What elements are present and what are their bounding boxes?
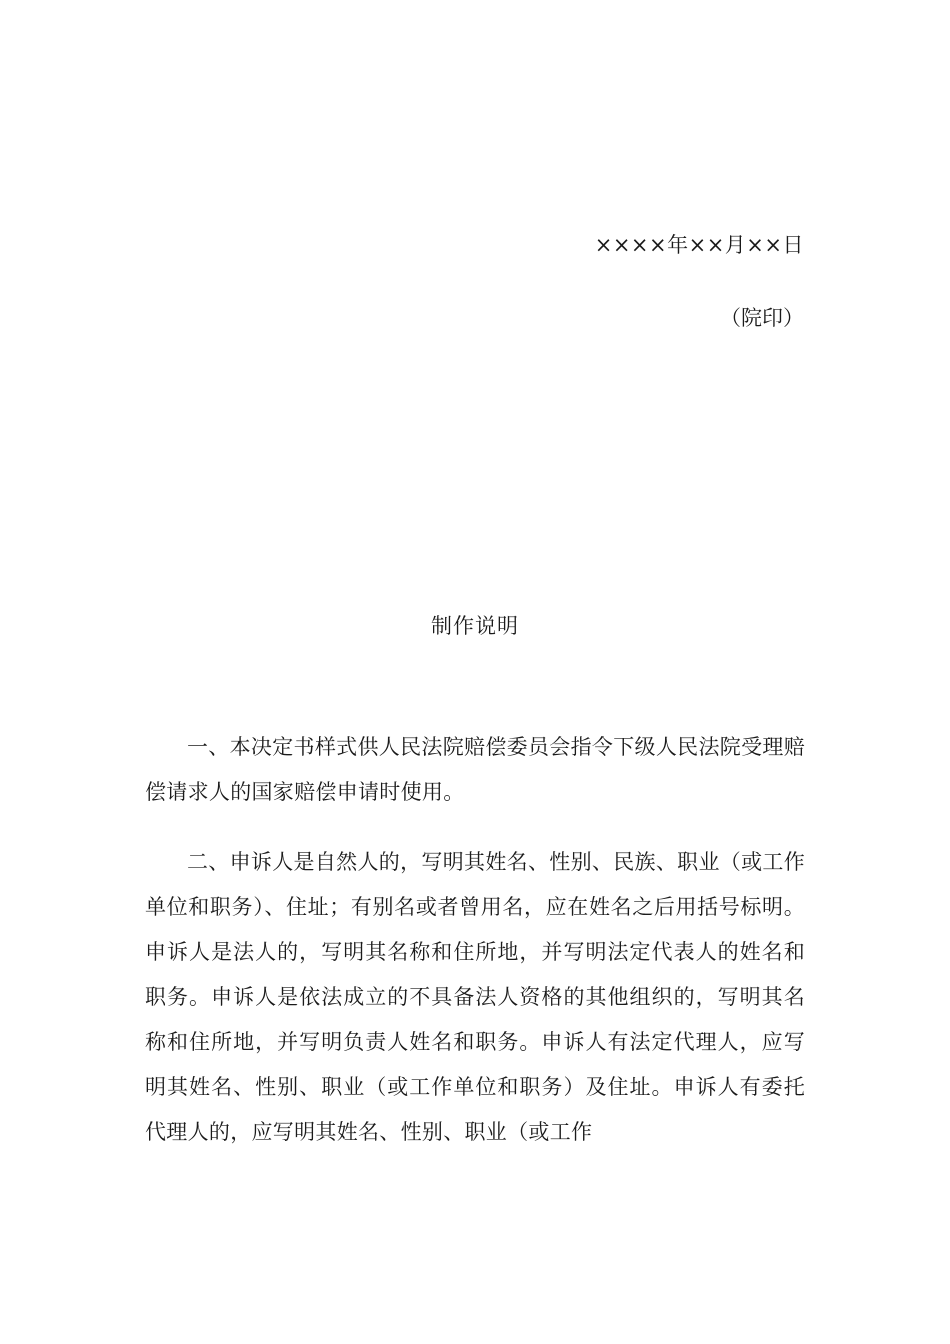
instructions-body	[145, 725, 805, 1180]
section-title: 制作说明	[431, 614, 519, 638]
instruction-paragraph-2: 二、申诉人是自然人的，写明其姓名、性别、民族、职业（或工作单位和职务）、住址；有别名或者曾用名，应在姓名之后用括号标明。申诉人是法人的，写明其名称和住所地，并写明法定代表人的姓名和职务。申诉人是依法成立的不具备法人资格的其他组织的，写明其名称和住所地，并写明负责人姓名和职务。申诉人有法定代理人，应写明其姓名、性别、职业（或工作单位和职务）及住址。申诉人有委托代理人的，应写明其姓名、性别、职业（或工作	[145, 850, 805, 1144]
court-seal-note: （院印）	[720, 306, 804, 330]
decision-date: ××××年××月××日	[594, 233, 804, 257]
instruction-paragraph-1: 一、本决定书样式供人民法院赔偿委员会指令下级人民法院受理赔偿请求人的国家赔偿申请时使用。	[145, 735, 805, 804]
